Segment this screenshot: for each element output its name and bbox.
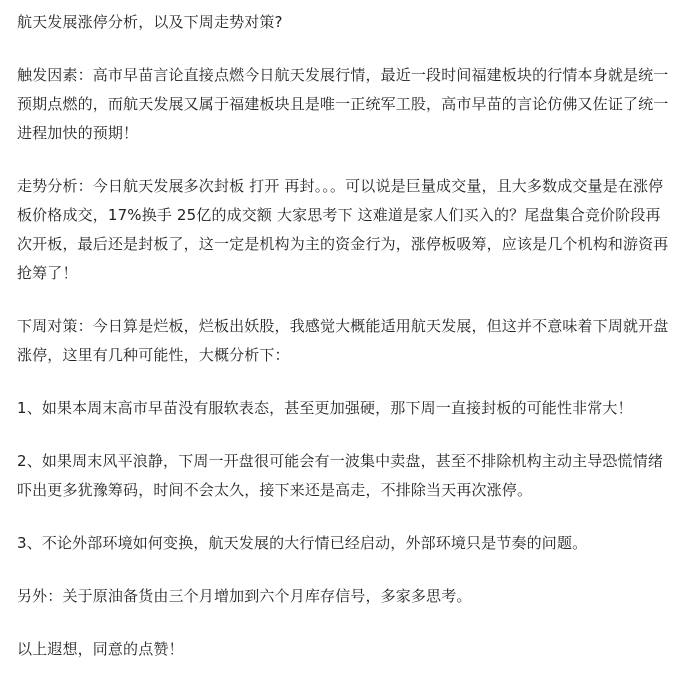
article-title: 航天发展涨停分析，以及下周走势对策?	[17, 13, 283, 31]
paragraph-gap	[17, 148, 669, 172]
paragraph-trigger-factors: 触发因素：高市早苗言论直接点燃今日航天发展行情，最近一段时间福建板块的行情本身就是统一预期点燃的，而航天发展又属于福建板块且是唯一正统军工股，高市早苗的言论仿佛又佐证了统一进程加快的预期！	[17, 66, 669, 142]
paragraph-gap	[17, 288, 669, 312]
paragraph-scenario-1: 1、如果本周末高市早苗没有服软表态，甚至更加强硬，那下周一直接封板的可能性非常大！	[17, 399, 633, 417]
paragraph-gap	[17, 505, 669, 529]
paragraph-gap	[17, 558, 669, 582]
paragraph-additional-note: 另外：关于原油备货由三个月增加到六个月库存信号，多家多思考。	[17, 587, 472, 605]
paragraph-next-week-strategy: 下周对策：今日算是烂板，烂板出妖股，我感觉大概能适用航天发展，但这并不意味着下周就开盘涨停，这里有几种可能性，大概分析下：	[17, 317, 669, 364]
paragraph-scenario-2: 2、如果周末风平浪静，下周一开盘很可能会有一波集中卖盘，甚至不排除机构主动主导恐慌情绪吓出更多犹豫筹码，时间不会太久，接下来还是高走，不排除当天再次涨停。	[17, 452, 663, 499]
paragraph-scenario-3: 3、不论外部环境如何变换，航天发展的大行情已经启动，外部环境只是节奏的问题。	[17, 534, 588, 552]
paragraph-gap	[17, 37, 669, 61]
paragraph-gap	[17, 370, 669, 394]
paragraph-gap	[17, 611, 669, 635]
paragraph-gap	[17, 423, 669, 447]
article-body	[17, 8, 669, 664]
paragraph-closing: 以上遐想，同意的点赞！	[17, 640, 184, 658]
paragraph-trend-analysis: 走势分析：今日航天发展多次封板 打开 再封。。。可以说是巨量成交量，且大多数成交量是在涨停板价格成交，17%换手 25亿的成交额 大家思考下 这难道是家人们买入的？尾盘集合竞价阶段再次开板，最后还是封板了，这一定是机构为主的资金行为，涨停板吸筹，应该是几个机构和游资再抢筹了！	[17, 177, 669, 282]
